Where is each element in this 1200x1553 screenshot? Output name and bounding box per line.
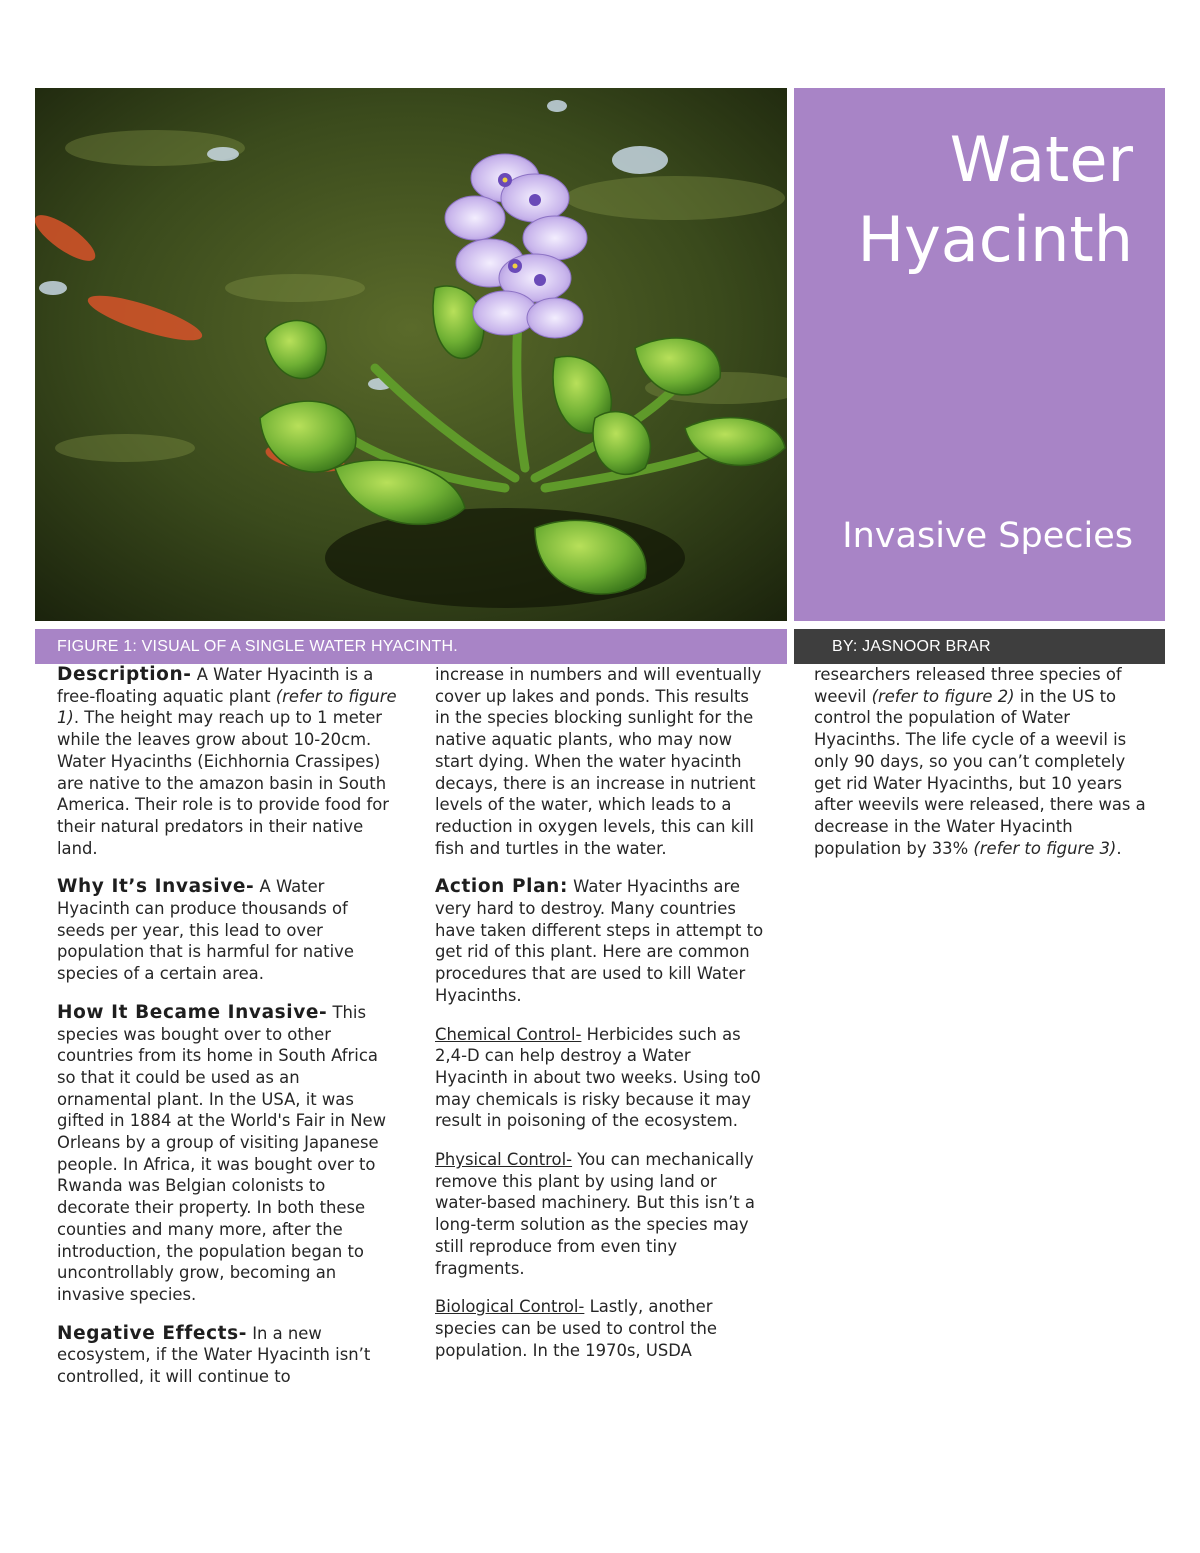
title-line-2: Hyacinth: [857, 203, 1133, 276]
chemical-control-label: Chemical Control-: [435, 1024, 582, 1044]
action-plan-heading: Action Plan:: [435, 876, 568, 898]
negative-effects-continued: increase in numbers and will eventually cover up lakes and ponds. This results in the species blocking sunlight for the native aquatic plants, who may now start dying. When the water hyacinth decays, there is an increase in nutrient levels of the water, which leads to a reduction in oxygen levels, this can kill fish and turtles in the water.: [435, 665, 762, 858]
title-line-1: Water: [949, 123, 1133, 196]
action-plan-paragraph: [435, 876, 765, 1006]
figure-3-reference: (refer to figure 3): [973, 838, 1117, 858]
how-invasive-heading: How It Became Invasive-: [57, 1001, 328, 1023]
figure-caption: FIGURE 1: VISUAL OF A SINGLE WATER HYACINTH.: [35, 629, 787, 664]
water-hyacinth-photo: [35, 88, 787, 621]
why-invasive-paragraph: [57, 876, 397, 985]
physical-control-paragraph: [435, 1149, 765, 1279]
negative-effects-paragraph: [57, 1323, 397, 1388]
negative-effects-heading: Negative Effects-: [57, 1322, 247, 1344]
page-subtitle: Invasive Species: [842, 516, 1133, 556]
description-paragraph: [57, 664, 397, 859]
text-column-2: [435, 664, 765, 1378]
biological-control-text: Lastly, another species can be used to control the population. In the 1970s, USDA: [435, 1297, 717, 1360]
why-invasive-heading: Why It’s Invasive-: [57, 876, 255, 898]
why-invasive-text: A Water Hyacinth can produce thousands of seeds per year, this lead to over population that is harmful for native species of a certain area.: [57, 877, 354, 984]
figure-2-reference: (refer to figure 2): [871, 686, 1015, 706]
description-text-a: A Water Hyacinth is a free-floating aquatic plant: [57, 665, 374, 706]
title-panel: [794, 88, 1165, 621]
biological-control-label: Biological Control-: [435, 1297, 585, 1317]
negative-effects-text: In a new ecosystem, if the Water Hyacinth isn’t controlled, it will continue to: [57, 1323, 371, 1387]
chemical-control-paragraph: [435, 1024, 765, 1133]
description-heading: Description-: [57, 664, 192, 685]
weevil-text-a: researchers released three species of weevil: [814, 665, 1122, 706]
weevil-text-b: in the US to control the population of Water Hyacinths. The life cycle of a weevil is only 90 days, so you can’t completely get rid Water Hyacinths, but 10 years after weevils were released, there was a decrease in the Water Hyacinth population by 33%: [814, 686, 1146, 858]
weevil-text-c: .: [1116, 838, 1122, 858]
hyacinth-illustration: [35, 88, 787, 621]
action-plan-text: Water Hyacinths are very hard to destroy. Many countries have taken different steps in attempt to get rid of this plant. Here are common procedures that are used to kill Water Hyacinths.: [435, 877, 764, 1005]
biological-control-paragraph: [435, 1296, 765, 1361]
how-invasive-text: This species was bought over to other countries from its home in South Africa so that it could be used as an ornamental plant. In the USA, it was gifted in 1884 at the World's Fair in New Orleans by a group of visiting Japanese people. In Africa, it was bought over to Rwanda was Belgian colonists to decorate their property. In both these counties and many more, after the introduction, the population began to uncontrollably grow, becoming an invasive species.: [57, 1002, 387, 1304]
text-column-3: [814, 664, 1154, 876]
figure-1-reference: (refer to figure 1): [57, 686, 397, 728]
text-column-1: [57, 664, 397, 1405]
physical-control-text: You can mechanically remove this plant by using land or water-based machinery. But this isn’t a long-term solution as the species may still reproduce from even tiny fragments.: [435, 1150, 755, 1278]
physical-control-label: Physical Control-: [435, 1150, 573, 1170]
biological-control-continued: [814, 664, 1154, 859]
author-byline: BY: JASNOOR BRAR: [794, 629, 1165, 664]
chemical-control-text: Herbicides such as 2,4-D can help destroy a Water Hyacinth in about two weeks. Using to0 may chemicals is risky because it may result in poisoning of the ecosystem.: [435, 1024, 761, 1131]
how-invasive-paragraph: [57, 1002, 397, 1306]
description-text-b: . The height may reach up to 1 meter while the leaves grow about 10-20cm. Water Hyacinths (Eichhornia Crassipes) are native to the amazon basin in South America. Their role is to provide food for their natural predators in their native land.: [57, 708, 389, 858]
page-title: [857, 120, 1133, 280]
